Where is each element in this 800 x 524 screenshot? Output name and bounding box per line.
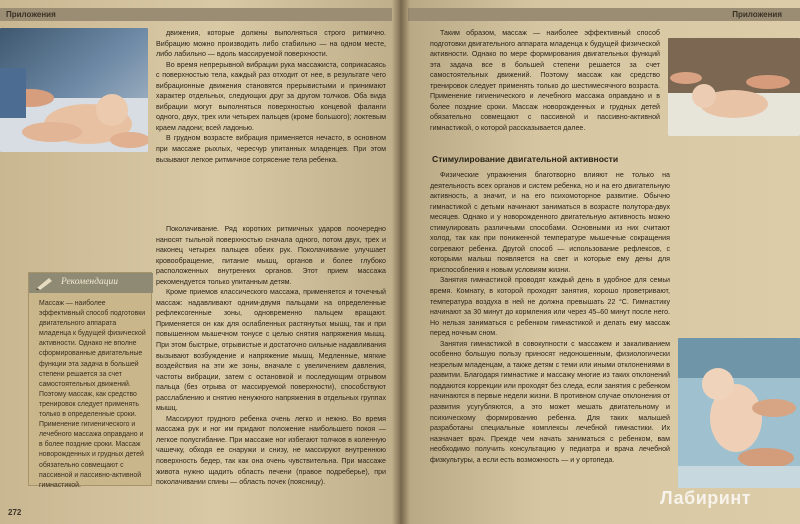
paragraph: В грудном возрасте вибрация применяется нечасто, в основном при массаже рыхлых, чересчур упитанных младенцев. При этом вызывают легкое ритмичное сотрясение тела ребенка. (156, 134, 386, 164)
left-running-header (0, 8, 392, 21)
store-watermark: Лабиринт (660, 488, 752, 508)
baby-massage-photo-left (0, 28, 148, 152)
paragraph: Занятия гимнастикой в совокупности с массажем и закаливанием особенно большую пользу приносят недоношенным, физиологически незрелым младенцам, а также детям с теми или иными отклонениями в развитии. Благодаря гимнастике и массажу многие из таких отклонений поддаются коррекции или проходят без следа, если занятия с ребенком начинаются в первые недели жизни. В противном случае отклонения от развития усугубляются, а это может мешать двигательному и психическому формированию ребенка. Для таких малышей разработаны специальные комплексы лечебной гимнастики. Их назначает врач. Прежде чем начать заниматься с ребенком, вам необходимо получить консультацию у педиатра и врача лечебной физкультуры, а если есть возможность — и у ортопеда. (430, 339, 670, 464)
paragraph: Массируют грудного ребенка очень легко и нежно. Во время массажа рук и ног им придают положение наибольшего покоя — легкое полусгибание. При массаже ног избегают толчков в коленную чашечку, обходя ее снаружи и снизу, не массируют внутреннюю поверхность бедер, так как она очень чувствительна. При массаже живота нужно щадить область печени (правое подреберье), при поколачивании спины — область почек (поясницу). (156, 414, 386, 487)
section-heading: Стимулирование двигательной активности (432, 154, 619, 164)
left-header-label: Приложения (6, 10, 56, 19)
paragraph: Поколачивание. Ряд коротких ритмичных ударов поочередно наносят тыльной поверхностью сначала одного, потом двух, трех и наконец четырех пальцев обеих рук. Поколачивание улучшает кровообращение, питание мышц, органов и более глубоко расположенных внутренних органов. Этот прием массажа рекомендуется только упитанным детям. (156, 225, 386, 286)
paragraph: Таким образом, массаж — наиболее эффективный способ подготовки двигательного аппарата младенца к будущей физической активности. Однако по мере формирования двигательных функций эта задача все в большей степени решается за счет самостоятельных движений. Поэтому массаж как средство тренировок следует применять только до шестимесячного возраста. Применение гигиенического и лечебного массажа оправдано и в более поздние сроки. Массаж новорожденных и грудных детей обязательно совмещают с пассивной и пассивно-активной гимнастикой, о которой рассказывается далее. (430, 29, 660, 132)
right-text-column-bottom (430, 170, 670, 465)
paragraph: Кроме приемов классического массажа, применяется и точечный массаж: надавливают одним-двумя пальцами на определенные рефлексогенные зоны, одновременно пальцем вращают. Применяется он как для ослабленных растянутых мышц, так и при повышенном мышечном тонусе с целью снятия напряжения мышц. При этом быстрые, отрывистые и достаточно сильные надавливания вызывают возбуждение и напряжение мышц. Медленные, мягкие воздействия на эти же зоны, вначале с увеличением давления, частоты вибрации, затем с остановкой и последующим отрывом пальца (без отрыва от массируемой поверхности), способствуют расслаблению и снятию ненужного напряжения в отдельных группах мышц. (156, 288, 386, 413)
paragraph: Физические упражнения благотворно влияют не только на деятельность всех органов и систем ребенка, но и на его двигательную активность, а значит, и на его психомоторное развитие. Обычно гимнастикой с детьми начинают заниматься в возрасте полутора-двух месяцев. Однако и у новорожденного двигательную активность можно стимулировать различными способами. Основными из них считают холод, так как при пониженной температуре мышечные сокращения согревают ребенка. Другой способ — использование рефлексов, с которыми малыш появляется на свет и которые ему дены для приспособления к новым условиям жизни. (430, 171, 670, 274)
paragraph: движения, которые должны выполняться строго ритмично. Вибрацию можно производить либо стабильно — на одном месте, либо лабильно — вдоль массируемой поверхности. (156, 29, 386, 59)
recommendation-text: Массаж — наиболее эффективный способ подготовки двигательного аппарата младенца к будущей физической активности. Однако не вполне сформированные двигательные функции эта задача в большей степени решается за счет самостоятельных движений. Поэтому массаж, как средство тренировок следует применять только в определенные сроки. Применение гигиенического и лечебного массажа оправдано и в более поздние сроки. Массаж новорожденных и грудных детей обязательно совмещают с пассивной и пассивно-активной гимнастикой. (39, 300, 146, 489)
page-number: 272 (8, 508, 22, 517)
right-header-label: Приложения (732, 10, 782, 19)
right-running-header (408, 8, 800, 21)
recommendation-box (28, 272, 152, 489)
right-text-column-top (430, 28, 660, 133)
left-text-column-a (156, 28, 386, 165)
baby-exercise-photo-bottom-right (678, 338, 800, 488)
recommendation-title: Рекомендации (61, 277, 118, 287)
pencil-icon (35, 276, 55, 290)
left-text-column-b (156, 224, 386, 488)
baby-massage-photo-top-right (668, 38, 800, 136)
right-page (400, 0, 800, 524)
paragraph: Во время непрерывной вибрации рука массажиста, соприкасаясь с поверхностью тела, каждый раз отходит от нее, в результате чего вибрационные движения становятся прерывистыми и принимают характер отдельных, следующих друг за другом толчков. Оба вида вибрации могут выполняться поверхностью концевой фаланги одного, двух, трех или четырех пальцев (кроме большого); локтевым краем ладони; всей ладонью. (156, 60, 386, 132)
recommendation-header (29, 273, 153, 293)
book-gutter (392, 0, 410, 524)
paragraph: Занятия гимнастикой проводят каждый день в удобное для семьи время. Комнату, в которой проходят занятия, хорошо проветривают, температура воздуха в ней не должна превышать 22 °С. Гимнастику начинают за 30 минут до кормления или через 45–60 минут после него. Но нельзя заниматься с ребенком гимнастикой и делать ему массаж перед ночным сном. (430, 276, 670, 338)
